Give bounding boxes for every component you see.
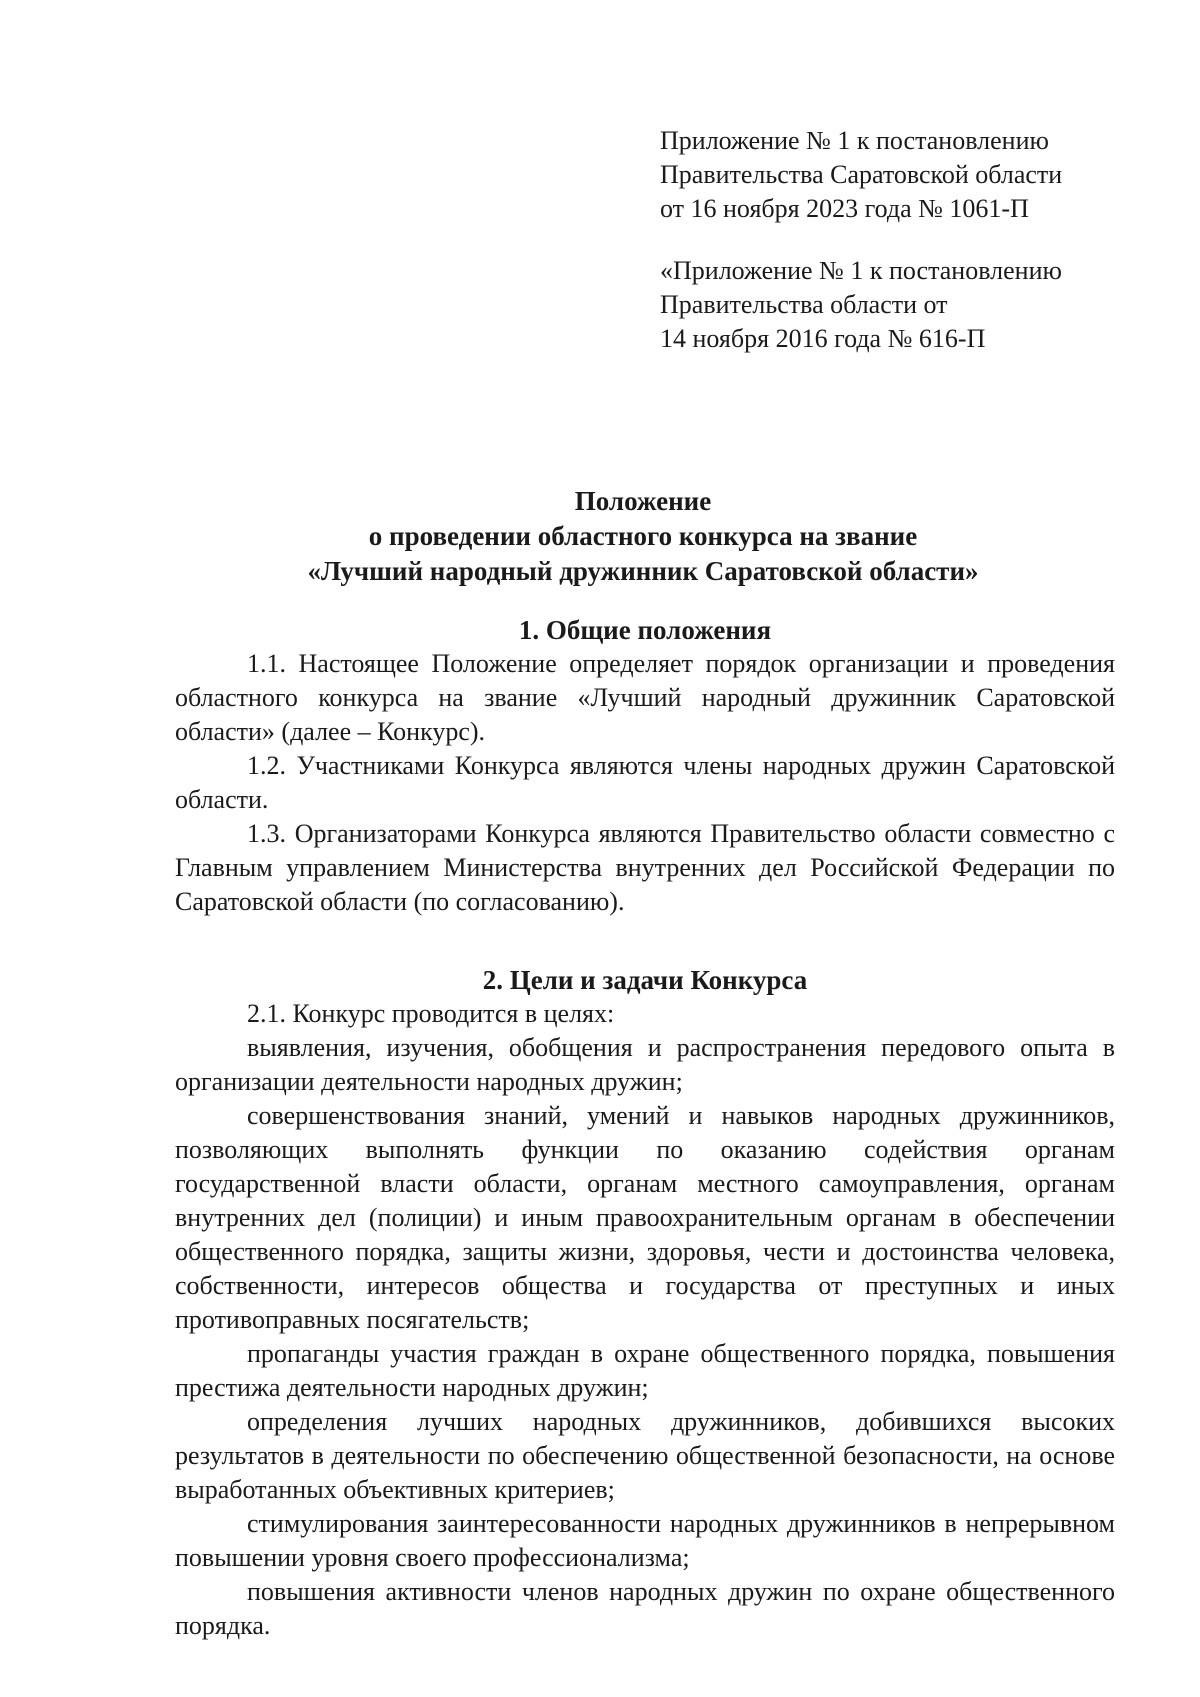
title-line-2: о проведении областного конкурса на звание [368, 521, 918, 551]
section-2-paragraph: 2.1. Конкурс проводится в целях: [247, 999, 615, 1028]
section-1-heading: 1. Общие положения [518, 615, 772, 645]
section-2-paragraph: определения лучших народных дружинников, добившихся высоких результатов в деятельности по обеспечению общественной безопасности, на основе выработанных объективных критериев; [175, 1407, 1115, 1504]
title-line-3: «Лучший народный дружинник Саратовской области» [307, 556, 979, 586]
title-line-1: Положение [574, 486, 712, 516]
document-body [175, 613, 1115, 1643]
section-2-heading: 2. Цели и задачи Конкурса [482, 965, 808, 995]
section-2-paragraph: выявления, изучения, обобщения и распространения передового опыта в организации деятельности народных дружин; [175, 1033, 1115, 1096]
section-2-paragraph: совершенствования знаний, умений и навыков народных дружинников, позволяющих выполнять функции по оказанию содействия органам государственной власти области, органам местного самоуправления, органам внутренних дел (полиции) и иным правоохранительным органам в обеспечении общественного порядка, защиты жизни, здоровья, чести и достоинства человека, собственности, интересов общества и государства от преступных и иных противоправных посягательств; [175, 1101, 1115, 1334]
section-2-paragraph: пропаганды участия граждан в охране общественного порядка, повышения престижа деятельности народных дружин; [175, 1339, 1115, 1402]
appendix-original-line-3: 14 ноября 2016 года № 616-П [660, 324, 986, 353]
section-1-paragraph: 1.3. Организаторами Конкурса являются Правительство области совместно с Главным управлением Министерства внутренних дел Российской Федерации по Саратовской области (по согласованию). [175, 819, 1115, 916]
appendix-current-line-2: Правительства Саратовской области [660, 160, 1063, 189]
section-2-paragraph: стимулирования заинтересованности народных дружинников в непрерывном повышении уровня своего профессионализма; [175, 1509, 1115, 1572]
section-1-paragraph: 1.1. Настоящее Положение определяет порядок организации и проведения областного конкурса на звание «Лучший народный дружинник Саратовской области» (далее – Конкурс). [175, 649, 1115, 746]
document-title [160, 484, 1126, 589]
appendix-current-line-3: от 16 ноября 2023 года № 1061-П [660, 194, 1029, 223]
appendix-original-reference [660, 254, 1180, 356]
appendix-current-line-1: Приложение № 1 к постановлению [660, 126, 1049, 155]
appendix-current-reference [660, 124, 1180, 226]
section-2-paragraph: повышения активности членов народных дружин по охране общественного порядка. [175, 1577, 1115, 1640]
section-1-paragraph: 1.2. Участниками Конкурса являются члены народных дружин Саратовской области. [175, 751, 1115, 814]
appendix-original-line-1: «Приложение № 1 к постановлению [660, 256, 1062, 285]
appendix-original-line-2: Правительства области от [660, 290, 948, 319]
